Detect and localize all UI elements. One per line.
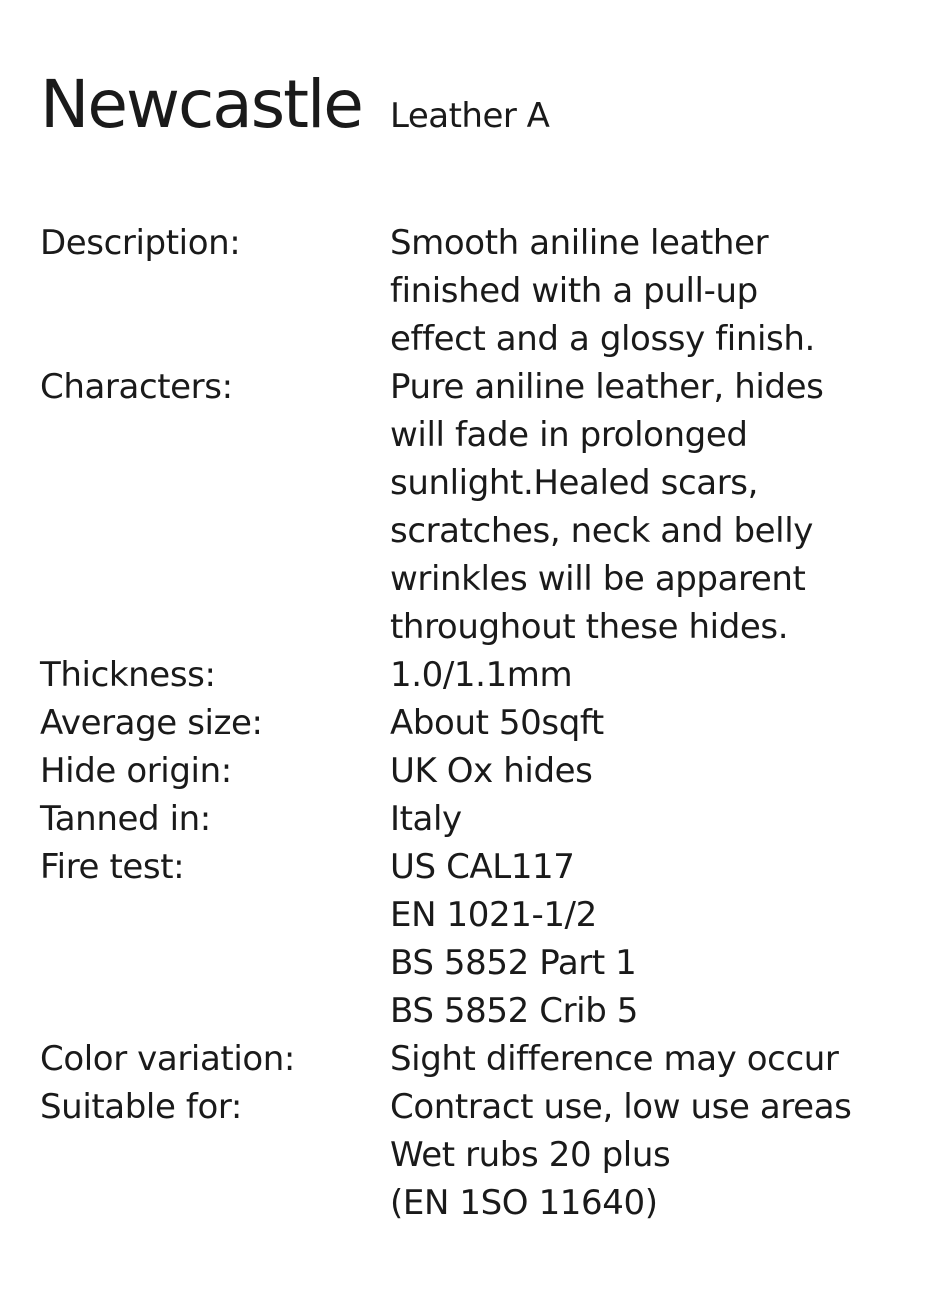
spec-value-line: About 50sqft xyxy=(390,703,604,743)
spec-label: Color variation: xyxy=(40,1039,295,1079)
spec-value xyxy=(390,795,920,843)
spec-value-line: BS 5852 Crib 5 xyxy=(390,991,639,1031)
spec-value-line: wrinkles will be apparent xyxy=(390,559,806,599)
spec-value-line: Smooth aniline leather xyxy=(390,223,769,263)
spec-value xyxy=(390,1083,920,1227)
spec-value xyxy=(390,843,920,1035)
spec-value-line: EN 1021-1/2 xyxy=(390,895,597,935)
spec-label: Suitable for: xyxy=(40,1087,242,1127)
spec-value-line: Italy xyxy=(390,799,462,839)
spec-label: Fire test: xyxy=(40,847,185,887)
product-grade: Leather A xyxy=(390,96,550,136)
spec-list xyxy=(40,219,920,1227)
spec-value xyxy=(390,1035,920,1083)
spec-label: Description: xyxy=(40,223,241,263)
spec-value xyxy=(390,219,920,363)
spec-value-line: Pure aniline leather, hides xyxy=(390,367,824,407)
spec-value-line: BS 5852 Part 1 xyxy=(390,943,637,983)
product-title: Newcastle xyxy=(40,66,362,143)
spec-label: Hide origin: xyxy=(40,751,232,791)
spec-value-line: scratches, neck and belly xyxy=(390,511,813,551)
spec-value-line: finished with a pull-up xyxy=(390,271,758,311)
spec-value xyxy=(390,363,920,651)
spec-row xyxy=(40,651,920,699)
spec-row xyxy=(40,1035,920,1083)
spec-value-line: effect and a glossy finish. xyxy=(390,319,815,359)
spec-row xyxy=(40,1083,920,1227)
spec-row xyxy=(40,699,920,747)
spec-label: Thickness: xyxy=(40,655,216,695)
spec-value-line: Contract use, low use areas xyxy=(390,1087,852,1127)
spec-row xyxy=(40,795,920,843)
spec-value-line: US CAL117 xyxy=(390,847,575,887)
spec-value xyxy=(390,747,920,795)
spec-value-line: throughout these hides. xyxy=(390,607,789,647)
spec-value xyxy=(390,651,920,699)
spec-value-line: 1.0/1.1mm xyxy=(390,655,573,695)
spec-value-line: Wet rubs 20 plus xyxy=(390,1135,671,1175)
spec-value-line: will fade in prolonged xyxy=(390,415,748,455)
spec-row xyxy=(40,363,920,651)
header xyxy=(40,66,550,143)
spec-value xyxy=(390,699,920,747)
spec-value-line: (EN 1SO 11640) xyxy=(390,1183,658,1223)
spec-row xyxy=(40,747,920,795)
spec-value-line: Sight difference may occur xyxy=(390,1039,839,1079)
spec-row xyxy=(40,219,920,363)
spec-row xyxy=(40,843,920,1035)
spec-label: Tanned in: xyxy=(40,799,211,839)
spec-label: Average size: xyxy=(40,703,263,743)
spec-label: Characters: xyxy=(40,367,233,407)
spec-value-line: sunlight.Healed scars, xyxy=(390,463,758,503)
spec-value-line: UK Ox hides xyxy=(390,751,593,791)
